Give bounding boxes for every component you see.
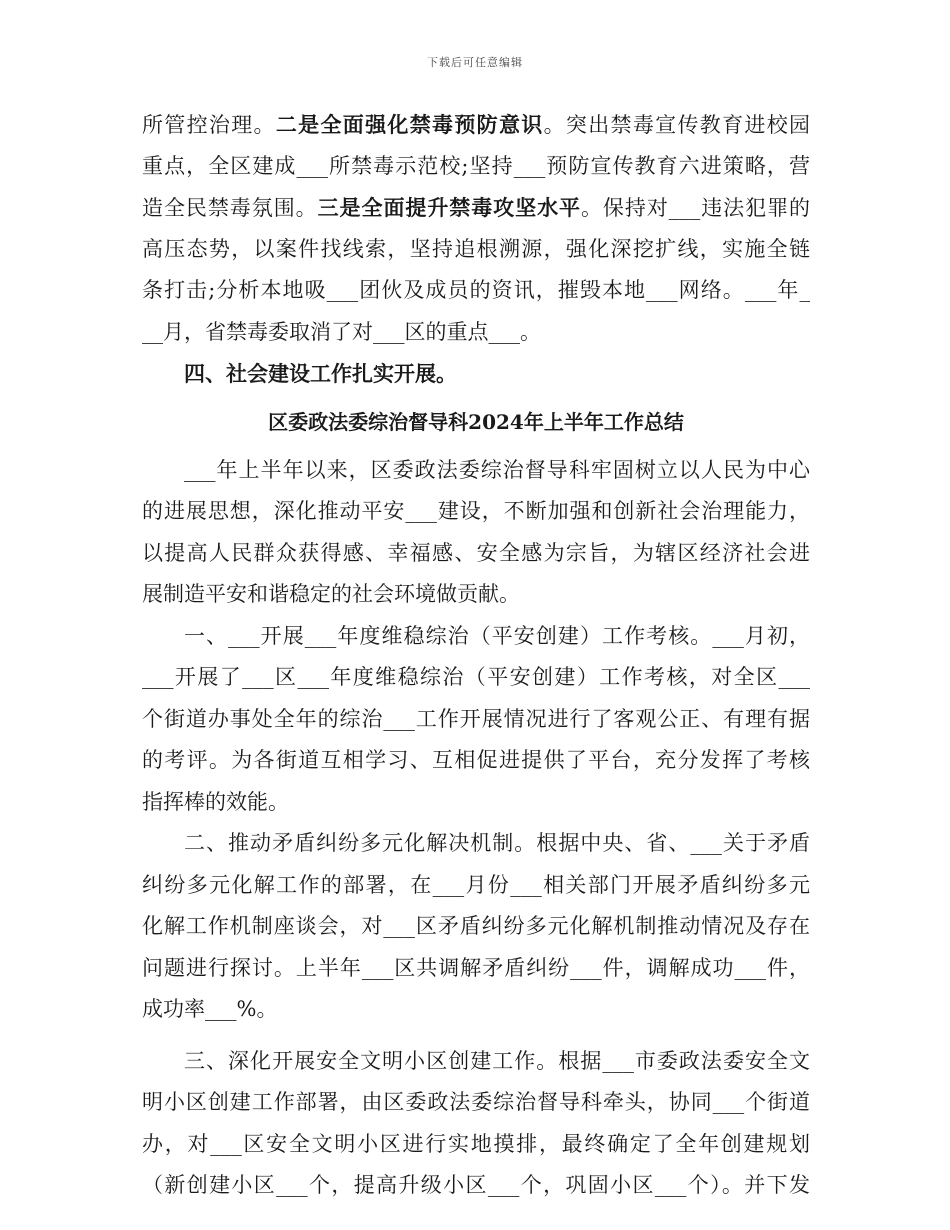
text-line xyxy=(142,187,810,229)
paragraph xyxy=(142,450,810,616)
text-span: 造全民禁毒氛围。 xyxy=(142,196,318,220)
text-line: 一、___开展___年度维稳综治（平安创建）工作考核。___月初， xyxy=(184,623,810,648)
text-span: 。保持对___违法犯罪的 xyxy=(580,196,810,220)
page-header: 下载后可任意编辑 xyxy=(427,56,523,69)
text-line xyxy=(142,104,810,146)
text-span: 所管控治理。 xyxy=(142,113,276,137)
text-line: 问题进行探讨。上半年___区共调解矛盾纠纷___件，调解成功___件， xyxy=(142,955,810,980)
paragraph xyxy=(142,616,810,824)
document-body xyxy=(142,104,810,1207)
bold-heading: 三是全面提升禁毒攻坚水平 xyxy=(317,195,581,220)
text-line: 条打击;分析本地吸___团伙及成员的资讯，摧毁本地___网络。___年_ xyxy=(142,278,810,302)
paragraph xyxy=(142,823,810,1031)
text-line: 展制造平安和谐稳定的社会环境做贡献。 xyxy=(142,582,520,606)
paragraph-gap xyxy=(142,1031,810,1041)
text-line: 个街道办事处全年的综治___工作开展情况进行了客观公正、有理有据 xyxy=(142,706,810,731)
text-line: 三、深化开展安全文明小区创建工作。根据___市委政法委安全文 xyxy=(184,1048,810,1073)
text-line: __月，省禁毒委取消了对___区的重点___。 xyxy=(142,319,541,344)
text-line: 指挥棒的效能。 xyxy=(142,789,289,814)
text-line: 的进展思想，深化推动平安___建设，不断加强和创新社会治理能力， xyxy=(142,499,810,523)
bold-heading: 二是全面强化禁毒预防意识 xyxy=(275,112,544,137)
text-line: 以提高人民群众获得感、幸福感、安全感为宗旨，为辖区经济社会进 xyxy=(142,540,810,565)
text-span: 。突出禁毒宣传教育进校园 xyxy=(543,113,810,137)
text-line: 成功率___%。 xyxy=(142,997,278,1021)
text-line: （新创建小区___个，提高升级小区___个，巩固小区___个）。并下发 xyxy=(142,1173,810,1197)
text-line: 明小区创建工作部署，由区委政法委综治督导科牵头，协同___个街道 xyxy=(142,1090,810,1114)
text-line: ___年上半年以来，区委政法委综治督导科牢固树立以人民为中心 xyxy=(184,457,810,482)
text-line: 重点，全区建成___所禁毒示范校;坚持___预防宣传教育六进策略，营 xyxy=(142,153,810,178)
paragraph xyxy=(142,1041,810,1207)
text-line: 纠纷多元化解工作的部署，在___月份___相关部门开展矛盾纠纷多元 xyxy=(142,872,810,897)
top-block xyxy=(142,104,810,395)
text-line: 化解工作机制座谈会，对___区矛盾纠纷多元化解机制推动情况及存在 xyxy=(142,914,810,938)
text-line: 办，对___区安全文明小区进行实地摸排，最终确定了全年创建规划 xyxy=(142,1131,810,1156)
text-line: 的考评。为各街道互相学习、互相促进提供了平台，充分发挥了考核 xyxy=(142,748,810,772)
section-heading: 四、社会建设工作扎实开展。 xyxy=(184,361,457,386)
text-line: 高压态势，以案件找线索，坚持追根溯源，强化深挖扩线，实施全链 xyxy=(142,236,810,261)
text-line: 二、推动矛盾纠纷多元化解决机制。根据中央、省、___关于矛盾 xyxy=(184,831,810,855)
document-title: 区委政法委综治督导科2024年上半年工作总结 xyxy=(268,409,684,434)
text-line: ___开展了___区___年度维稳综治（平安创建）工作考核，对全区___ xyxy=(142,665,810,689)
